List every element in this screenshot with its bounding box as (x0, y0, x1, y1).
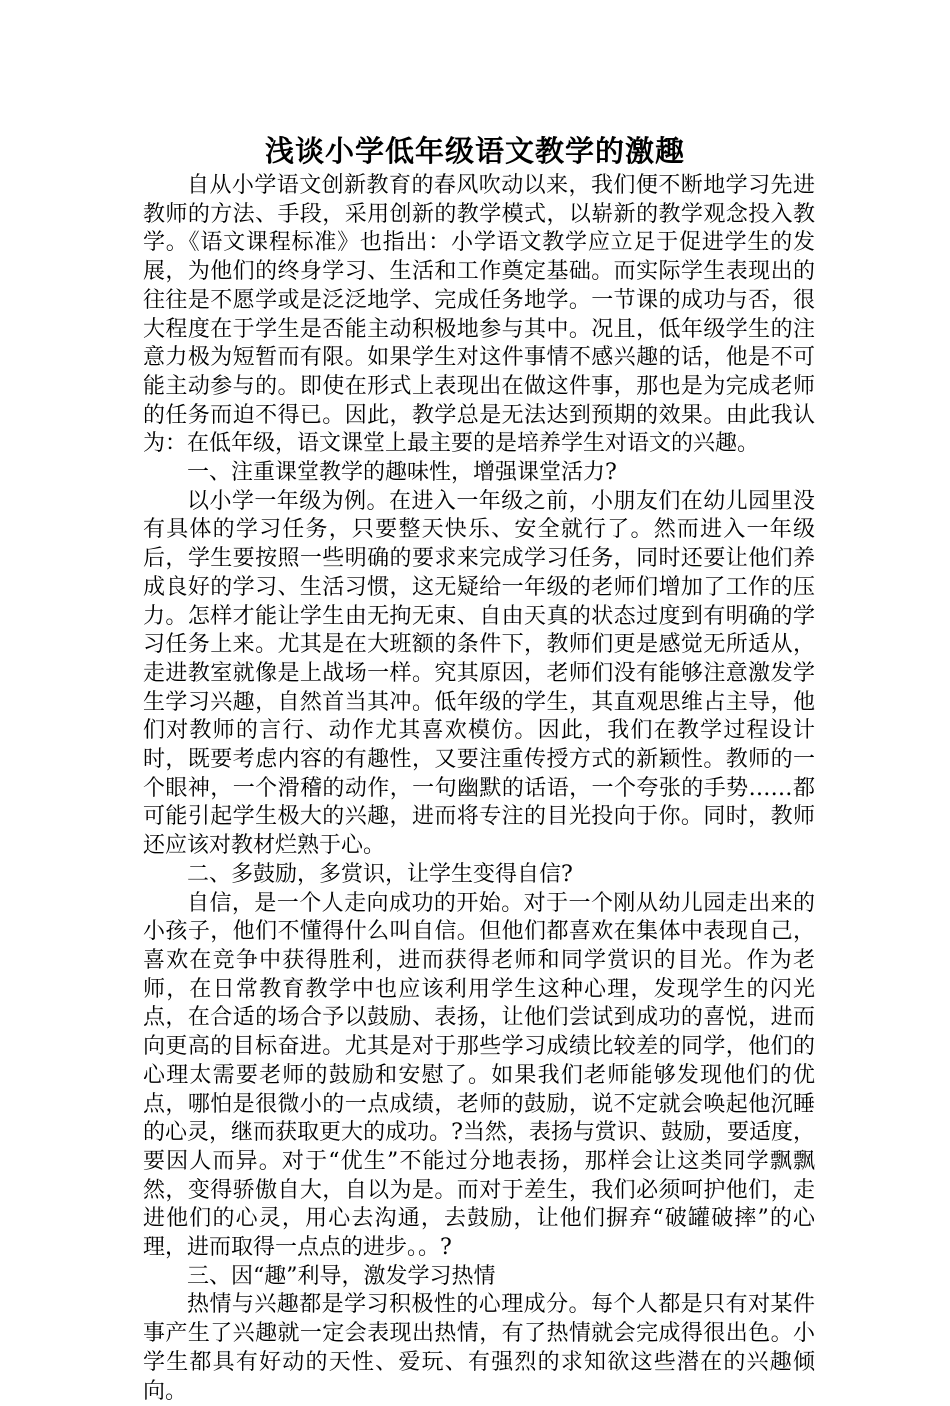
section-heading-1: 一、注重课堂教学的趣味性，增强课堂活力? (187, 460, 617, 486)
section-heading-2: 二、多鼓励，多赏识，让学生变得自信? (187, 861, 573, 887)
section-heading-3: 三、因“趣”利导，激发学习热情 (187, 1263, 496, 1289)
document-body (143, 172, 815, 1406)
paragraph-section-3: 热情与兴趣都是学习积极性的心理成分。每个人都是只有对某件事产生了兴趣就一定会表现出热情，有了热情就会完成得很出色。小学生都具有好动的天性、爱玩、有强烈的求知欲这些潜在的兴趣倾向。 (143, 1292, 815, 1404)
paragraph-section-2: 自信，是一个人走向成功的开始。对于一个刚从幼儿园走出来的小孩子，他们不懂得什么叫自信。但他们都喜欢在集体中表现自己，喜欢在竞争中获得胜利，进而获得老师和同学赏识的目光。作为老师，在日常教育教学中也应该利用学生这种心理，发现学生的闪光点，在合适的场合予以鼓励、表扬，让他们尝试到成功的喜悦，进而向更高的目标奋进。尤其是对于那些学习成绩比较差的同学，他们的心理太需要老师的鼓励和安慰了。如果我们老师能够发现他们的优点，哪怕是很微小的一点成绩，老师的鼓励，说不定就会唤起他沉睡的心灵，继而获取更大的成功。?当然，表扬与赏识、鼓励，要适度，要因人而异。对于“优生”不能过分地表扬，那样会让这类同学飘飘然，变得骄傲自大，自以为是。而对于差生，我们必须呵护他们，走进他们的心灵，用心去沟通，去鼓励，让他们摒弃“破罐破摔”的心理，进而取得一点点的进步。。? (143, 890, 815, 1261)
paragraph-intro: 自从小学语文创新教育的春风吹动以来，我们便不断地学习先进教师的方法、手段，采用创新的教学模式，以崭新的教学观念投入教学。《语文课程标准》也指出：小学语文教学应立足于促进学生的发展，为他们的终身学习、生活和工作奠定基础。而实际学生表现出的往往是不愿学或是泛泛地学、完成任务地学。一节课的成功与否，很大程度在于学生是否能主动积极地参与其中。况且，低年级学生的注意力极为短暂而有限。如果学生对这件事情不感兴趣的话，他是不可能主动参与的。即使在形式上表现出在做这件事，那也是为完成老师的任务而迫不得已。因此，教学总是无法达到预期的效果。由此我认为：在低年级，语文课堂上最主要的是培养学生对语文的兴趣。 (143, 173, 815, 457)
paragraph-section-1: 以小学一年级为例。在进入一年级之前，小朋友们在幼儿园里没有具体的学习任务，只要整天快乐、安全就行了。然而进入一年级后，学生要按照一些明确的要求来完成学习任务，同时还要让他们养成良好的学习、生活习惯，这无疑给一年级的老师们增加了工作的压力。怎样才能让学生由无拘无束、自由天真的状态过度到有明确的学习任务上来。尤其是在大班额的条件下，教师们更是感觉无所适从，走进教室就像是上战场一样。究其原因，老师们没有能够注意激发学生学习兴趣，自然首当其冲。低年级的学生，其直观思维占主导，他们对教师的言行、动作尤其喜欢模仿。因此，我们在教学过程设计时，既要考虑内容的有趣性，又要注重传授方式的新颖性。教师的一个眼神，一个滑稽的动作，一句幽默的话语，一个夸张的手势……都可能引起学生极大的兴趣，进而将专注的目光投向于你。同时，教师还应该对教材烂熟于心。 (143, 488, 815, 859)
document-title: 浅谈小学低年级语文教学的激趣 (264, 134, 685, 168)
